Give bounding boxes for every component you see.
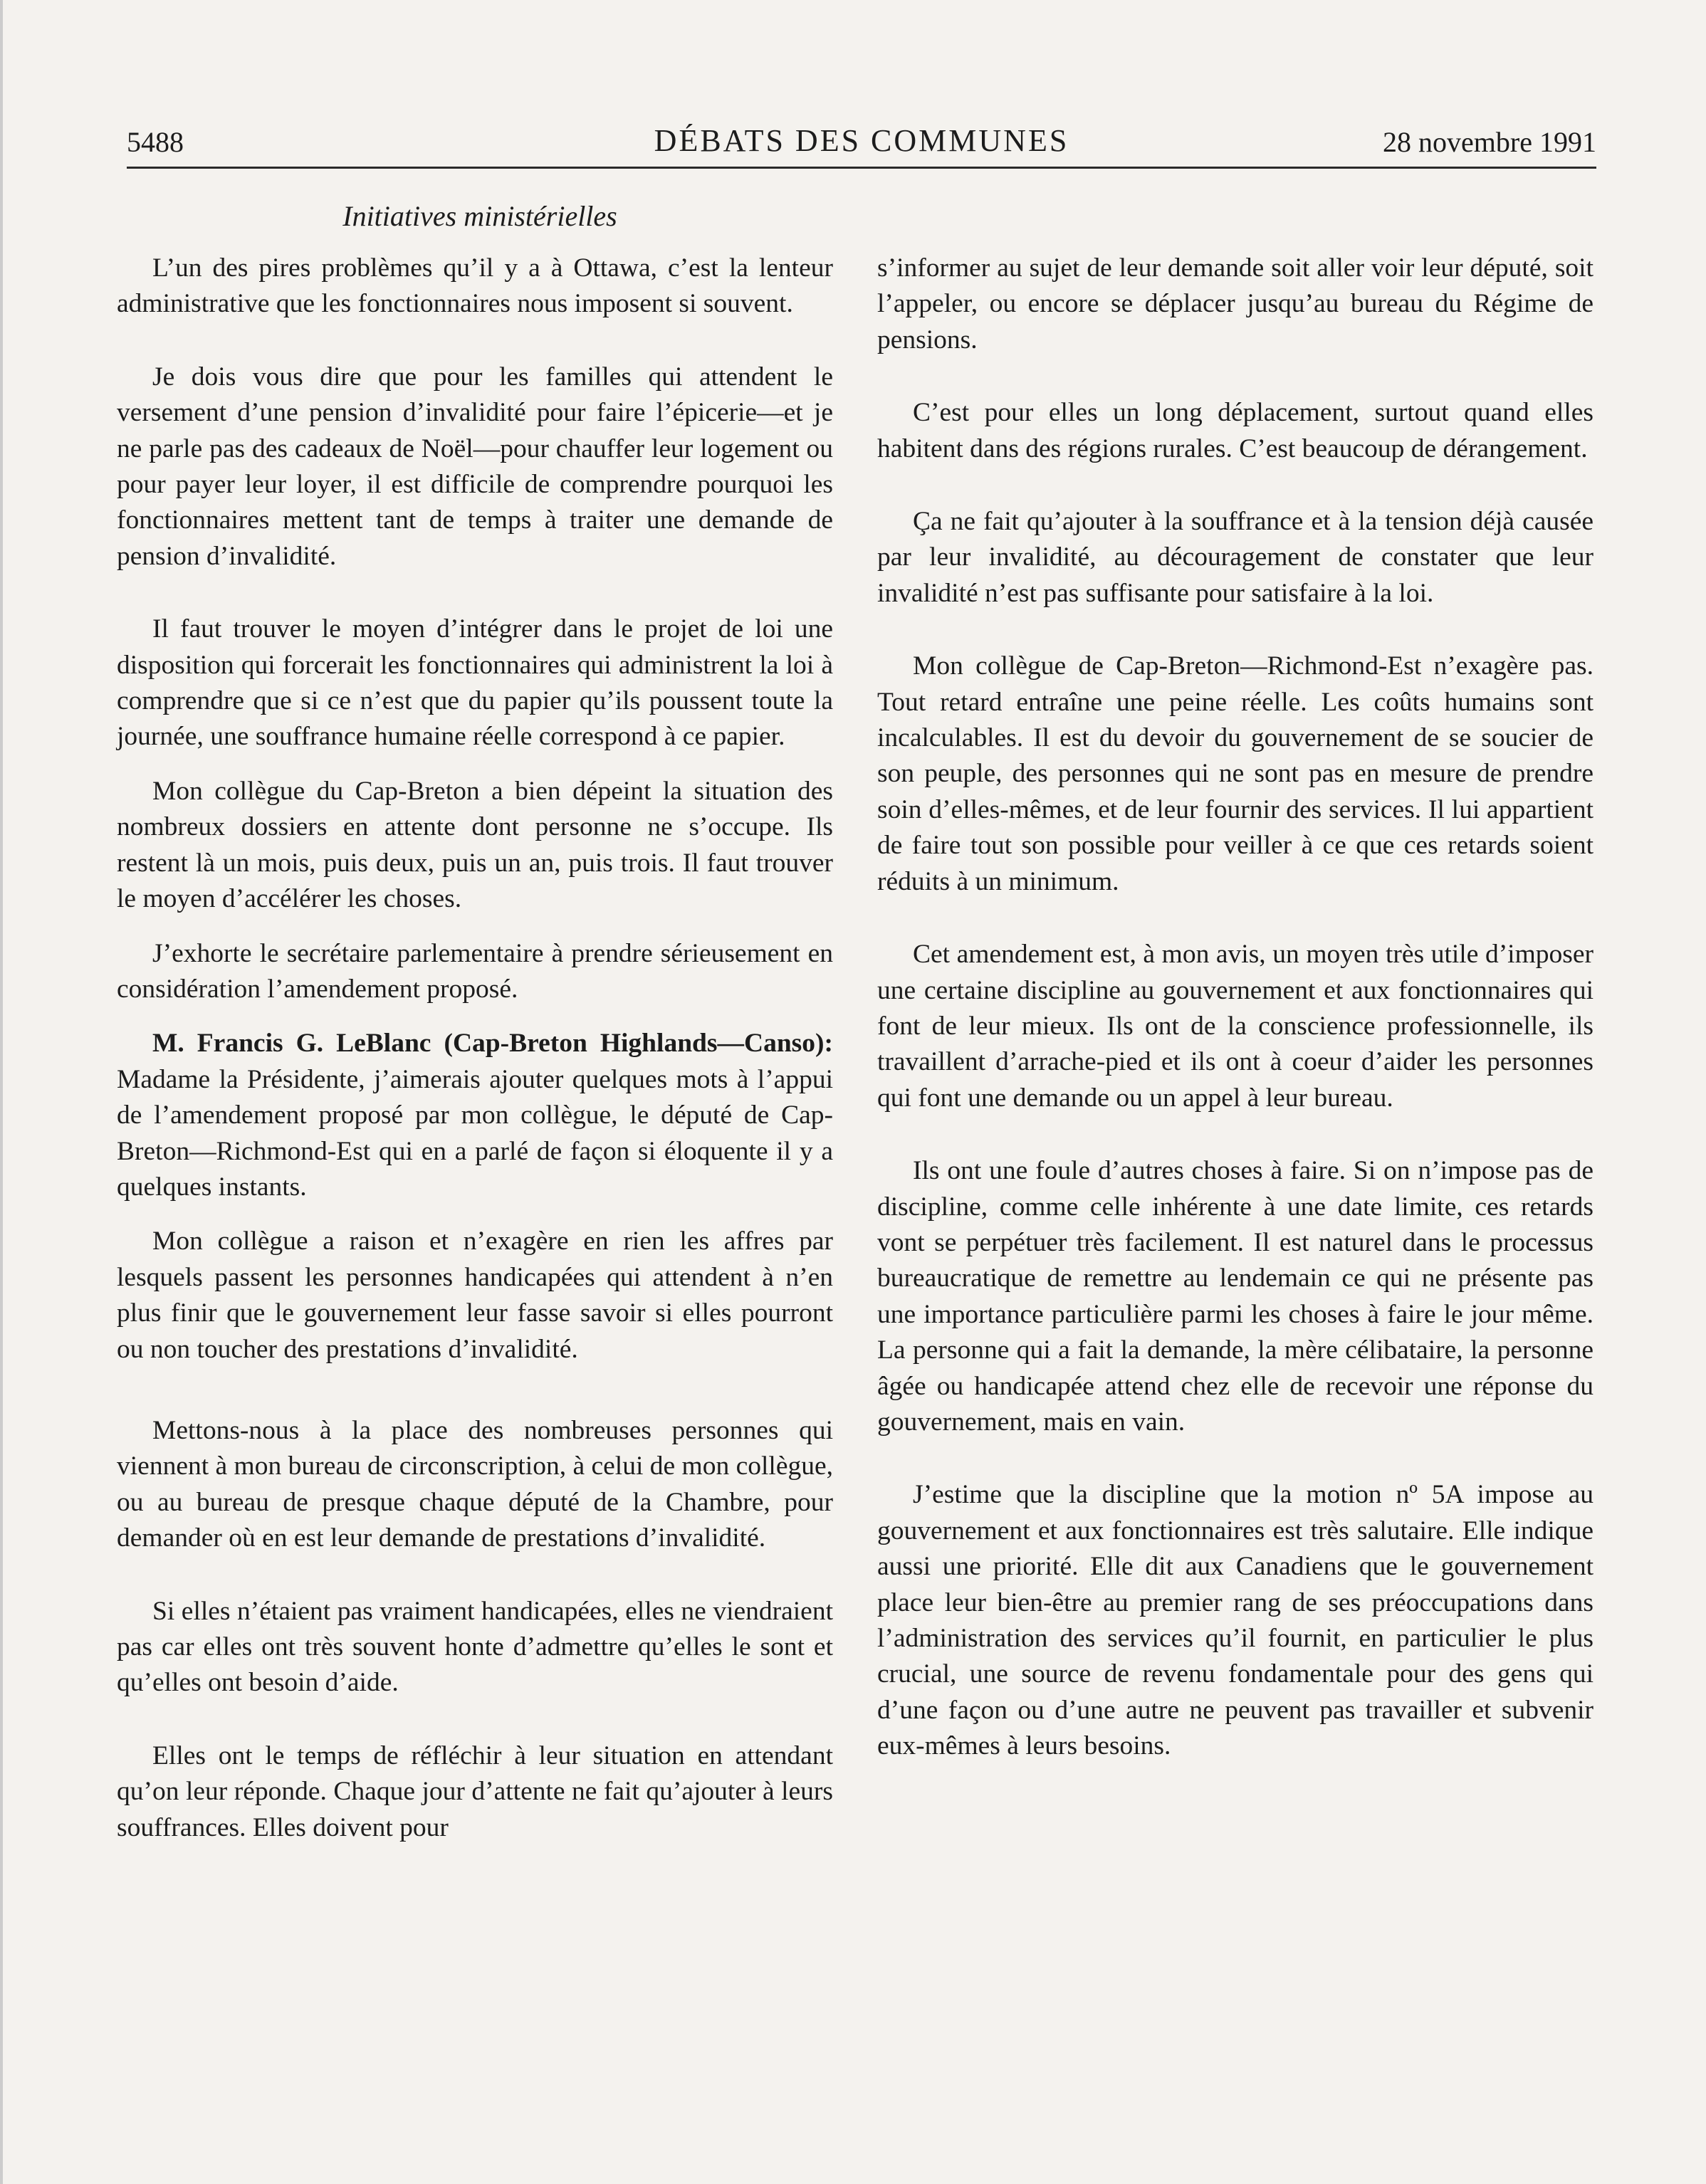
paragraph: Mon collègue a raison et n’exagère en rien les affres par lesquels passent les personnes handicapées qui attendent à n’en plus finir que le gouvernement leur fasse savoir si elles pourront ou non toucher des prestations d’invalidité. — [117, 1227, 833, 1364]
journal-title: DÉBATS DES COMMUNES — [654, 123, 1069, 158]
scan-edge — [0, 0, 3, 2184]
paragraph: C’est pour elles un long déplacement, surtout quand elles habitent dans des régions rurales. C’est beaucoup de dérangement. — [877, 398, 1594, 463]
speech-paragraph — [117, 1026, 833, 1205]
paragraph: Je dois vous dire que pour les familles qui attendent le versement d’une pension d’invalidité pour faire l’épicerie—et je ne parle pas des cadeaux de Noël—pour chauffer leur logement ou pour payer leur loyer, il est difficile de comprendre pourquoi les fonctionnaires mettent tant de temps à traiter une demande de pension d’invalidité. — [117, 362, 833, 571]
paragraph: J’exhorte le secrétaire parlementaire à prendre sérieusement en considération l’amendement proposé. — [117, 938, 833, 1004]
paragraph: s’informer au sujet de leur demande soit aller voir leur député, soit l’appeler, ou encore se déplacer jusqu’au bureau du Régime de pensions. — [877, 253, 1594, 355]
paragraph: Mon collègue de Cap-Breton—Richmond-Est n’exagère pas. Tout retard entraîne une peine réelle. Les coûts humains sont incalculables. Il est du devoir du gouvernement de se soucier de son peuple, des personnes qui ne sont pas en mesure de prendre soin d’elles-mêmes, et de leur fournir des services. Il lui appartient de faire tout son possible pour veiller à ce que ces retards soient réduits à un minimum. — [877, 651, 1594, 896]
page-header — [127, 122, 1596, 165]
header-rule — [127, 167, 1596, 169]
paragraph: Ça ne fait qu’ajouter à la souffrance et à la tension déjà causée par leur invalidité, au découragement de constater que leur invalidité n’est pas suffisante pour satisfaire à la loi. — [877, 507, 1594, 608]
paragraph: Ils ont une foule d’autres choses à faire. Si on n’impose pas de discipline, comme celle inhérente à une date limite, ces retards vont se perpétuer très facilement. Il est naturel dans le processus bureaucratique de remettre au lendemain ce qui ne présente pas une importance particulière parmi les choses à faire le jour même. La personne qui a fait la demande, la mère célibataire, la personne âgée ou handicapée attend chez elle de recevoir une réponse du gouvernement, mais en vain. — [877, 1156, 1594, 1437]
paragraph: J’estime que la discipline que la motion nº 5A impose au gouvernement et aux fonctionnaires est très salutaire. Elle indique aussi une priorité. Elle dit aux Canadiens que le gouvernement place leur bien-être au premier rang de ses préoccupations dans l’administration des services qu’il fournit, en particulier le plus crucial, une source de revenu fondamentale pour des gens qui d’une façon ou d’une autre ne peuvent pas travailler et subvenir eux-mêmes à leurs besoins. — [877, 1480, 1594, 1761]
page-number: 5488 — [127, 126, 184, 158]
speech-text: Madame la Présidente, j’aimerais ajouter quelques mots à l’appui de l’amendement proposé par mon collègue, le député de Cap-Breton—Richmond-Est qui en a parlé de façon si éloquente il y a quelques instants. — [117, 1064, 833, 1202]
paragraph: Mettons-nous à la place des nombreuses personnes qui viennent à mon bureau de circonscription, à celui de mon collègue, ou au bureau de presque chaque député de la Chambre, pour demander où en est leur demande de prestations d’invalidité. — [117, 1415, 833, 1553]
paragraph: Mon collègue du Cap-Breton a bien dépeint la situation des nombreux dossiers en attente dont personne ne s’occupe. Ils restent là un mois, puis deux, puis un an, puis trois. Il faut trouver le moyen d’accélérer les choses. — [117, 776, 833, 914]
right-column — [877, 251, 1594, 1765]
speaker-name: M. Francis G. LeBlanc (Cap-Breton Highlands—Canso): — [152, 1029, 833, 1059]
left-column — [117, 251, 833, 1846]
paragraph: L’un des pires problèmes qu’il y a à Ottawa, c’est la lenteur administrative que les fonctionnaires nous imposent si souvent. — [117, 253, 833, 319]
paragraph: Si elles n’étaient pas vraiment handicapées, elles ne viendraient pas car elles ont très souvent honte d’admettre qu’elles le sont et qu’elles ont besoin d’aide. — [117, 1596, 833, 1698]
section-title: Initiatives ministérielles — [342, 200, 617, 232]
paragraph: Elles ont le temps de réfléchir à leur situation en attendant qu’on leur réponde. Chaque jour d’attente ne fait qu’ajouter à leurs souffrances. Elles doivent pour — [117, 1741, 833, 1842]
paragraph: Il faut trouver le moyen d’intégrer dans le projet de loi une disposition qui forcerait les fonctionnaires qui administrent la loi à comprendre que si ce n’est que du papier qu’ils poussent toute la journée, une souffrance humaine réelle correspond à ce papier. — [117, 614, 833, 752]
paragraph: Cet amendement est, à mon avis, un moyen très utile d’imposer une certaine discipline au gouvernement et aux fonctionnaires qui font de leur mieux. Ils ont de la conscience professionnelle, ils travaillent d’arrache-pied et ils ont à coeur d’aider les personnes qui font une demande ou un appel à leur bureau. — [877, 940, 1594, 1113]
header-date: 28 novembre 1991 — [1383, 126, 1596, 158]
